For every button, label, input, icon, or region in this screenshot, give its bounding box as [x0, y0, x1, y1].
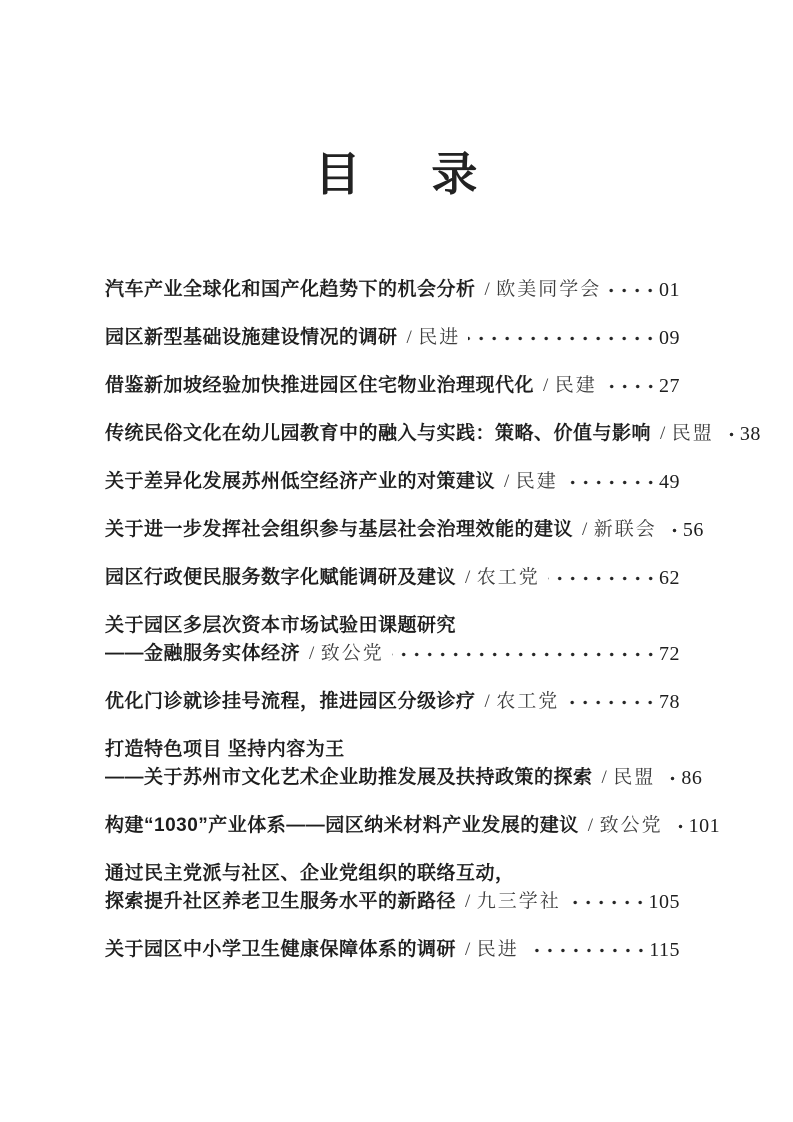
- entry-title: 汽车产业全球化和国产化趋势下的机会分析: [105, 279, 476, 300]
- dot-leader: [609, 276, 657, 304]
- toc-entry: [105, 468, 680, 496]
- entry-author: 民建: [554, 375, 597, 396]
- entry-main-line: [105, 936, 680, 964]
- toc-entry: [105, 276, 680, 304]
- entry-page-number: 62: [659, 567, 680, 589]
- entry-main-line: [105, 764, 703, 792]
- dot-leader: [671, 812, 687, 840]
- slash-separator: /: [406, 327, 413, 348]
- entry-page-number: 56: [682, 519, 704, 541]
- toc-entry: [105, 688, 680, 716]
- dot-leader: [722, 420, 738, 448]
- entry-main-line: [105, 688, 680, 716]
- entry-page-number: 115: [649, 939, 680, 961]
- entry-title: 探索提升社区养老卫生服务水平的新路径: [105, 891, 457, 912]
- dot-leader: [468, 324, 657, 352]
- entry-title: 通过民主党派与社区、企业党组织的联络互动，: [105, 863, 515, 884]
- entry-main-line: [105, 324, 680, 352]
- entry-page-number: 105: [648, 891, 680, 913]
- entry-title: 传统民俗文化在幼儿园教育中的融入与实践：策略、价值与影响: [105, 423, 652, 444]
- entry-title: 园区新型基础设施建设情况的调研: [105, 327, 398, 348]
- toc-entry: [105, 936, 680, 964]
- entry-title: 关于进一步发挥社会组织参与基层社会治理效能的建议: [105, 519, 574, 540]
- dot-leader: [567, 688, 657, 716]
- dot-leader: [548, 564, 657, 592]
- dot-leader: [566, 468, 657, 496]
- toc-entry: [105, 564, 680, 592]
- entry-author: 新联会: [593, 519, 657, 540]
- entry-main-line: [105, 468, 680, 496]
- entry-author: 九三学社: [476, 891, 561, 912]
- entry-main-line: [105, 812, 721, 840]
- entry-main-line: [105, 420, 761, 448]
- toc-list: [0, 276, 793, 964]
- dot-leader: [392, 640, 657, 668]
- entry-title: ——关于苏州市文化艺术企业助推发展及扶持政策的探索: [105, 767, 593, 788]
- entry-wrap-line: [105, 860, 680, 888]
- entry-main-line: [105, 564, 680, 592]
- dot-leader: [605, 372, 657, 400]
- toc-entry: [105, 860, 680, 916]
- entry-author: 民进: [418, 327, 461, 348]
- entry-page-number: 101: [688, 815, 721, 837]
- page-title: 目 录: [314, 148, 479, 200]
- entry-page-number: 86: [681, 767, 703, 789]
- toc-entry: [105, 736, 703, 792]
- entry-main-line: [105, 276, 680, 304]
- slash-separator: /: [582, 519, 588, 540]
- slash-separator: /: [484, 279, 491, 300]
- slash-separator: /: [660, 423, 666, 444]
- slash-separator: /: [465, 891, 471, 912]
- dot-leader: [665, 516, 681, 544]
- entry-author: 民盟: [671, 423, 714, 444]
- entry-page-number: 78: [659, 691, 680, 713]
- toc-entry: [105, 612, 680, 668]
- entry-author: 欧美同学会: [496, 279, 602, 300]
- entry-author: 致公党: [599, 815, 663, 836]
- entry-author: 致公党: [320, 643, 384, 664]
- entry-title: 园区行政便民服务数字化赋能调研及建议: [105, 567, 457, 588]
- entry-title: 关于差异化发展苏州低空经济产业的对策建议: [105, 471, 496, 492]
- toc-entry: [105, 372, 680, 400]
- entry-title: 关于园区中小学卫生健康保障体系的调研: [105, 939, 457, 960]
- entry-author: 民建: [515, 471, 558, 492]
- entry-title: 打造特色项目 坚持内容为王: [105, 739, 345, 760]
- entry-page-number: 09: [659, 327, 680, 349]
- slash-separator: /: [543, 375, 549, 396]
- entry-title: 借鉴新加坡经验加快推进园区住宅物业治理现代化: [105, 375, 535, 396]
- slash-separator: /: [504, 471, 510, 492]
- entry-wrap-line: [105, 736, 680, 764]
- entry-title: ——金融服务实体经济: [105, 643, 301, 664]
- entry-title: 关于园区多层次资本市场试验田课题研究: [105, 615, 457, 636]
- entry-page-number: 38: [739, 423, 761, 445]
- entry-main-line: [105, 640, 680, 668]
- dot-leader: [569, 888, 647, 916]
- entry-author: 农工党: [476, 567, 540, 588]
- entry-author: 民进: [476, 939, 519, 960]
- toc-entry: [105, 516, 704, 544]
- entry-author: 农工党: [496, 691, 560, 712]
- entry-title: 优化门诊就诊挂号流程，推进园区分级诊疗: [105, 691, 476, 712]
- toc-entry: [105, 812, 721, 840]
- slash-separator: /: [465, 939, 471, 960]
- entry-page-number: 27: [659, 375, 680, 397]
- entry-wrap-line: [105, 612, 680, 640]
- entry-main-line: [105, 516, 704, 544]
- entry-main-line: [105, 888, 680, 916]
- slash-separator: /: [601, 767, 608, 788]
- entry-page-number: 72: [659, 643, 680, 665]
- dot-leader: [527, 936, 647, 964]
- entry-author: 民盟: [613, 767, 656, 788]
- entry-page-number: 01: [659, 279, 680, 301]
- dot-leader: [663, 764, 679, 792]
- toc-entry: [105, 420, 761, 448]
- entry-title: 构建“1030”产业体系——园区纳米材料产业发展的建议: [105, 815, 579, 836]
- toc-entry: [105, 324, 680, 352]
- slash-separator: /: [484, 691, 491, 712]
- slash-separator: /: [587, 815, 594, 836]
- slash-separator: /: [309, 643, 315, 664]
- entry-main-line: [105, 372, 680, 400]
- entry-page-number: 49: [659, 471, 680, 493]
- slash-separator: /: [465, 567, 471, 588]
